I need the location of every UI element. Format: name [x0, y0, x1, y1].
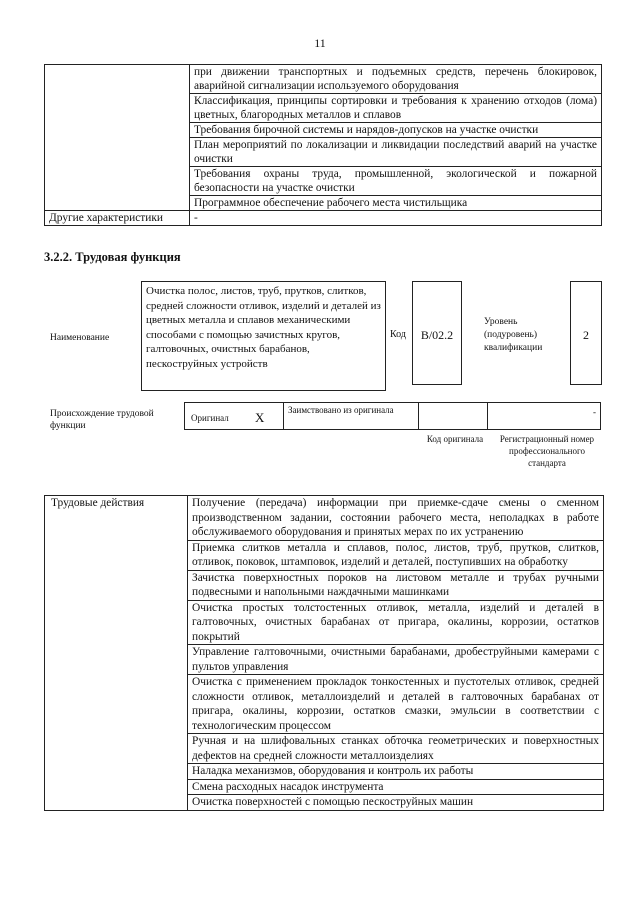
knowledge-item: при движении транспортных и подъемных средств, перечень блокировок, аварийной сигнализации используемого оборудования	[190, 65, 602, 94]
table-row	[45, 496, 604, 541]
knowledge-item: Классификация, принципы сортировки и требования к хранению отходов (лома) цветных, благородных металлов и сплавов	[190, 94, 602, 123]
origin-original-cell	[184, 402, 284, 430]
table-row	[45, 65, 602, 94]
knowledge-item: Требования охраны труда, промышленной, экологической и пожарной безопасности на участке очистки	[190, 167, 602, 196]
origin-code-cell	[418, 402, 488, 430]
origin-reg-value: -	[593, 407, 596, 417]
other-characteristics-label: Другие характеристики	[45, 211, 190, 226]
labor-action-item: Смена расходных насадок инструмента	[188, 779, 604, 795]
labor-action-item: Получение (передача) информации при приемке-сдаче смены о сменном производственном задании, состоянии рабочего места, неполадках в работе обслуживаемого оборудования и принятых мерах по их устранению	[188, 496, 604, 541]
labor-action-item: Очистка поверхностей с помощью пескоструйных машин	[188, 795, 604, 811]
labor-actions-table	[44, 495, 604, 811]
origin-original-label: Оригинал	[191, 413, 229, 423]
origin-code-caption: Код оригинала	[426, 434, 484, 444]
knowledge-item: Программное обеспечение рабочего места чистильщика	[190, 196, 602, 211]
origin-reg-cell	[487, 402, 601, 430]
labor-action-item: Управление галтовочными, очистными барабанами, дробеструйными камерами с пультов управления	[188, 645, 604, 675]
function-code-label: Код	[390, 329, 406, 340]
knowledge-item: Требования бирочной системы и нарядов-допусков на участке очистки	[190, 123, 602, 138]
labor-action-item: Зачистка поверхностных пороков на листовом металле и трубах ручными подвесными и напольными наждачными машинками	[188, 570, 604, 600]
other-characteristics-value: -	[190, 211, 602, 226]
qualification-level-label: Уровень (подуровень) квалификации	[484, 317, 543, 353]
function-name-label: Наименование	[50, 333, 110, 343]
function-code-box: B/02.2	[412, 281, 462, 385]
origin-borrowed-label: Заимствовано из оригинала	[288, 405, 394, 415]
labor-action-item: Наладка механизмов, оборудования и контроль их работы	[188, 764, 604, 780]
labor-action-item: Очистка с применением прокладок тонкостенных и пустотелых отливок, средней сложности отливок, металлоизделий и деталей в галтовочных барабанах от пригара, окалины, коррозии, остатков смазки, эмульсии в соответствии с технологическим процессом	[188, 675, 604, 734]
section-title: 3.2.2. Трудовая функция	[44, 250, 181, 264]
table-row	[45, 211, 602, 226]
labor-action-item: Ручная и на шлифовальных станках обточка геометрических и поверхностных дефектов на средней сложности металлоизделиях	[188, 734, 604, 764]
origin-borrowed-cell	[283, 402, 419, 430]
origin-reg-caption: Регистрационный номер профессионального стандарта	[499, 434, 595, 468]
labor-action-item: Очистка простых толстостенных отливок, металла, изделий и деталей в галтовочных, очистных барабанах от пригара, окалины, коррозии, остатков покрытий	[188, 600, 604, 645]
labor-action-item: Приемка слитков металла и сплавов, полос, листов, труб, прутков, слитков, отливок, поковок, штамповок, изделий и деталей, поступивших на обработку	[188, 540, 604, 570]
origin-original-mark: X	[255, 410, 265, 425]
table-label-cell	[45, 65, 190, 211]
function-name-box: Очистка полос, листов, труб, прутков, слитков, средней сложности отливок, изделий и деталей из цветных металла и сплавов механическими способами с помощью зачистных кругов, галтовочных, очистных барабанов, пескоструйных устройств	[141, 281, 386, 391]
labor-actions-label: Трудовые действия	[45, 496, 188, 811]
knowledge-table-continued	[44, 64, 602, 226]
qualification-level-box: 2	[570, 281, 602, 385]
knowledge-item: План мероприятий по локализации и ликвидации последствий аварий на участке очистки	[190, 138, 602, 167]
page-number: 11	[314, 36, 326, 50]
origin-label: Происхождение трудовой функции	[50, 409, 154, 431]
